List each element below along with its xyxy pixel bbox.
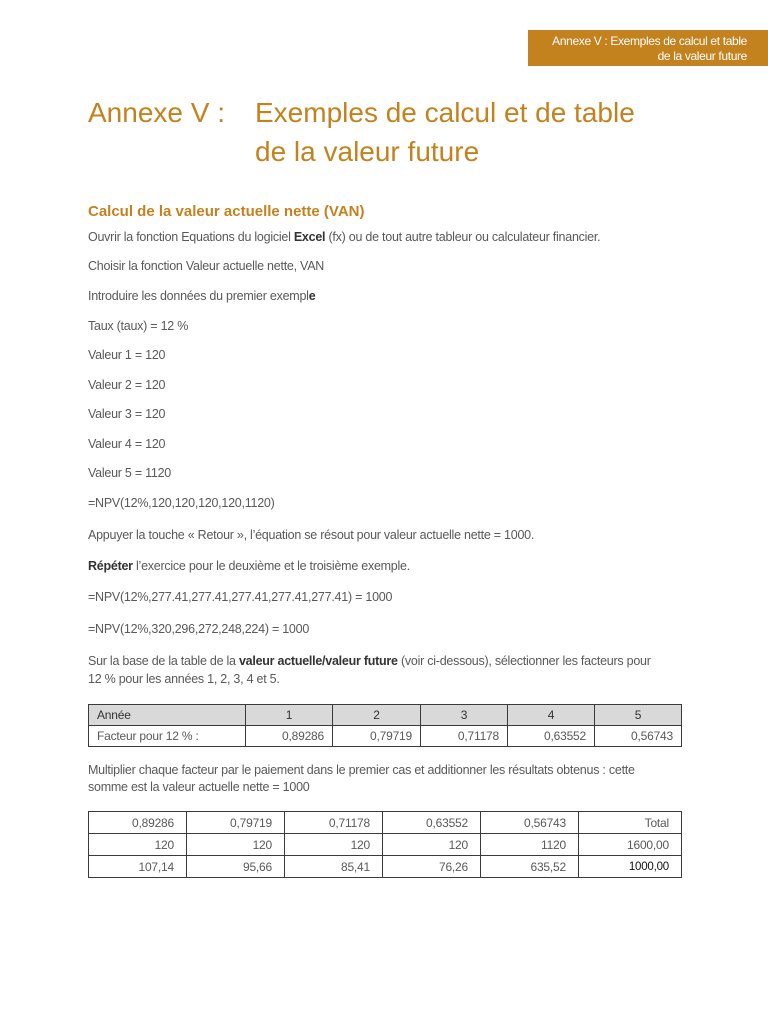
paragraph-value-4: Valeur 4 = 120 bbox=[88, 437, 166, 451]
bold-text-run: e bbox=[308, 289, 316, 303]
table-header-cell: 2 bbox=[333, 705, 421, 726]
table-row bbox=[89, 856, 682, 878]
page-title-line-2: de la valeur future bbox=[255, 136, 480, 167]
table-cell: 1600,00 bbox=[579, 834, 682, 856]
paragraph-value-1: Valeur 1 = 120 bbox=[88, 348, 166, 362]
table-cell: Total bbox=[579, 812, 682, 834]
table-row bbox=[89, 726, 682, 747]
paragraph-repeat bbox=[88, 559, 410, 573]
paragraph-select-factors-line-1 bbox=[88, 654, 651, 668]
paragraph-press-return: Appuyer la touche « Retour », l’équation se résout pour valeur actuelle nette = 1000. bbox=[88, 528, 535, 542]
bold-text-run: Excel bbox=[293, 230, 326, 244]
table-row bbox=[89, 812, 682, 834]
section-heading: Calcul de la valeur actuelle nette (VAN) bbox=[88, 203, 365, 220]
paragraph-multiply-line-2: somme est la valeur actuelle nette = 1000 bbox=[88, 780, 310, 794]
page-title-label: Annexe V : bbox=[88, 97, 225, 128]
table-cell: 635,52 bbox=[481, 856, 579, 878]
table-cell: 107,14 bbox=[89, 856, 187, 878]
table-header-row bbox=[89, 705, 682, 726]
table-cell: 0,71178 bbox=[421, 726, 508, 747]
formula-npv-2: =NPV(12%,277.41,277.41,277.41,277.41,277.41) = 1000 bbox=[88, 590, 393, 604]
total-value-cell: 1000,00 bbox=[579, 856, 682, 878]
chapter-header-line-1: Annexe V : Exemples de calcul et table bbox=[552, 34, 747, 48]
table-cell: 0,89286 bbox=[89, 812, 187, 834]
table-header-cell: Année bbox=[89, 705, 246, 726]
table-cell: 0,79719 bbox=[333, 726, 421, 747]
chapter-header-line-2: de la valeur future bbox=[657, 49, 747, 63]
table-cell: 0,56743 bbox=[481, 812, 579, 834]
table-cell: 85,41 bbox=[285, 856, 383, 878]
paragraph-value-3: Valeur 3 = 120 bbox=[88, 407, 166, 421]
table-cell: 120 bbox=[383, 834, 481, 856]
text-run: (fx) ou de tout autre tableur ou calculateur financier. bbox=[325, 230, 601, 244]
table-header-cell: 1 bbox=[246, 705, 333, 726]
paragraph-multiply-line-1: Multiplier chaque facteur par le paiement dans le premier cas et additionner les résultats obtenus : cette bbox=[88, 763, 635, 777]
text-run: Ouvrir la fonction Equations du logiciel bbox=[88, 230, 294, 244]
paragraph-enter-data bbox=[88, 289, 315, 303]
table-header-cell: 4 bbox=[508, 705, 595, 726]
factor-table bbox=[88, 704, 682, 747]
table-row bbox=[89, 834, 682, 856]
page-title bbox=[255, 93, 635, 171]
formula-npv-3: =NPV(12%,320,296,272,248,224) = 1000 bbox=[88, 622, 310, 636]
table-cell: Facteur pour 12 % : bbox=[89, 726, 246, 747]
table-cell: 1120 bbox=[481, 834, 579, 856]
paragraph-open-excel bbox=[88, 230, 600, 244]
table-cell: 0,56743 bbox=[595, 726, 682, 747]
table-cell: 0,63552 bbox=[508, 726, 595, 747]
chapter-header-tab bbox=[528, 30, 768, 66]
paragraph-value-2: Valeur 2 = 120 bbox=[88, 378, 166, 392]
paragraph-rate: Taux (taux) = 12 % bbox=[88, 319, 189, 333]
text-run: Introduire les données du premier exempl bbox=[88, 289, 309, 303]
paragraph-value-5: Valeur 5 = 1120 bbox=[88, 466, 172, 480]
table-cell: 0,63552 bbox=[383, 812, 481, 834]
table-cell: 0,71178 bbox=[285, 812, 383, 834]
text-run: l’exercice pour le deuxième et le troisième exemple. bbox=[132, 559, 410, 573]
table-cell: 0,89286 bbox=[246, 726, 333, 747]
table-cell: 120 bbox=[187, 834, 285, 856]
table-cell: 120 bbox=[285, 834, 383, 856]
formula-npv-1: =NPV(12%,120,120,120,120,1120) bbox=[88, 496, 275, 510]
paragraph-choose-function: Choisir la fonction Valeur actuelle nette, VAN bbox=[88, 259, 325, 273]
table-cell: 95,66 bbox=[187, 856, 285, 878]
table-cell: 76,26 bbox=[383, 856, 481, 878]
page-title-line-1: Exemples de calcul et de table bbox=[255, 97, 635, 128]
paragraph-select-factors-line-2: 12 % pour les années 1, 2, 3, 4 et 5. bbox=[88, 672, 280, 686]
text-run: Sur la base de la table de la bbox=[88, 654, 239, 668]
table-cell: 120 bbox=[89, 834, 187, 856]
bold-text-run: valeur actuelle/valeur future bbox=[238, 654, 398, 668]
sum-table bbox=[88, 811, 682, 878]
bold-text-run: Répéter bbox=[88, 559, 133, 573]
table-header-cell: 5 bbox=[595, 705, 682, 726]
table-cell: 0,79719 bbox=[187, 812, 285, 834]
table-header-cell: 3 bbox=[421, 705, 508, 726]
text-run: (voir ci-dessous), sélectionner les facteurs pour bbox=[397, 654, 651, 668]
